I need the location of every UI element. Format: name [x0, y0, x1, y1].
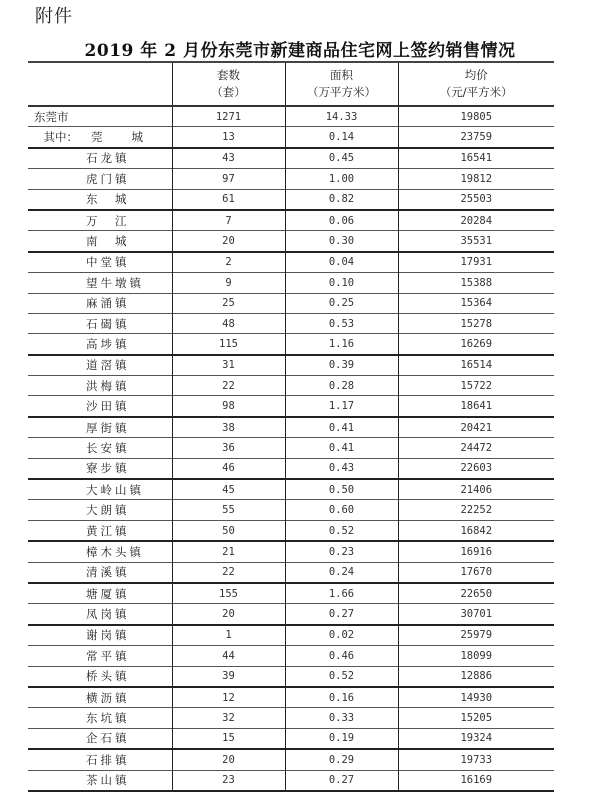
price-value: 20284: [398, 210, 554, 231]
region-label: 石排镇: [86, 752, 130, 767]
region-name: [28, 708, 172, 728]
area-value: 1.17: [285, 396, 398, 417]
region-label: 常平镇: [86, 648, 130, 663]
units-value: 48: [172, 313, 285, 333]
price-value: 15388: [398, 273, 554, 293]
region-name: [28, 562, 172, 583]
region-name: [28, 687, 172, 708]
region-name: [28, 169, 172, 189]
region-label: 长安镇: [86, 440, 130, 455]
area-value: 1.66: [285, 583, 398, 604]
area-value: 0.60: [285, 500, 398, 520]
subtotal-prefix: 其中：: [43, 130, 78, 145]
area-value: 0.04: [285, 252, 398, 273]
region-label: 莞 城: [91, 130, 145, 145]
units-value: 21: [172, 541, 285, 562]
region-name: [28, 417, 172, 438]
price-value: 17670: [398, 562, 554, 583]
region-name: [28, 293, 172, 313]
region-label: 大朗镇: [86, 503, 130, 518]
area-value: 0.41: [285, 417, 398, 438]
area-value: 0.39: [285, 355, 398, 376]
region-name: [28, 749, 172, 770]
region-label: 东 城: [86, 192, 130, 207]
units-value: 50: [172, 520, 285, 541]
region-name: [28, 273, 172, 293]
region-name: [28, 666, 172, 687]
price-value: 25979: [398, 625, 554, 646]
area-value: 0.46: [285, 646, 398, 666]
table-row: [28, 562, 554, 583]
units-value: 115: [172, 334, 285, 355]
area-value: 0.43: [285, 458, 398, 479]
region-name: [28, 355, 172, 376]
units-value: 36: [172, 438, 285, 458]
price-value: 25503: [398, 189, 554, 210]
units-value: 20: [172, 231, 285, 252]
region-name: 东莞市: [34, 109, 69, 124]
units-value: 20: [172, 749, 285, 770]
table-row: [28, 770, 554, 791]
units-value: 22: [172, 376, 285, 396]
table-row: [28, 376, 554, 396]
table-row: [28, 148, 554, 169]
header-price: 均价 （元/平方米）: [398, 62, 554, 106]
area-value: 0.33: [285, 708, 398, 728]
price-value: 35531: [398, 231, 554, 252]
region-name: [28, 604, 172, 625]
area-value: 0.27: [285, 770, 398, 791]
units-value: 155: [172, 583, 285, 604]
region-label: 茶山镇: [86, 773, 130, 788]
region-label: 寮步镇: [86, 461, 130, 476]
price-value: 19324: [398, 728, 554, 749]
header-units: 套数 （套）: [172, 62, 285, 106]
area-value: 0.41: [285, 438, 398, 458]
region-name: [28, 500, 172, 520]
table-row: [28, 458, 554, 479]
table-row: [28, 252, 554, 273]
table-row: [28, 438, 554, 458]
table-row: [28, 417, 554, 438]
region-label: 凤岗镇: [86, 607, 130, 622]
table-row: [28, 541, 554, 562]
price-value: 12886: [398, 666, 554, 687]
table-row: [28, 583, 554, 604]
units-value: 45: [172, 479, 285, 500]
units-value: 25: [172, 293, 285, 313]
region-name: [28, 646, 172, 666]
area-value: 1.00: [285, 169, 398, 189]
units-value: 22: [172, 562, 285, 583]
price-value: 16169: [398, 770, 554, 791]
region-name: [28, 189, 172, 210]
area-value: 0.52: [285, 666, 398, 687]
region-label: 樟木头镇: [86, 544, 144, 559]
units-value: 39: [172, 666, 285, 687]
units-value: 55: [172, 500, 285, 520]
units-value: 13: [172, 127, 285, 148]
units-value: 9: [172, 273, 285, 293]
region-label: 厚街镇: [86, 420, 130, 435]
units-value: 2: [172, 252, 285, 273]
table-row: [28, 708, 554, 728]
area-value: 0.16: [285, 687, 398, 708]
table-row: [28, 231, 554, 252]
table-row: [28, 520, 554, 541]
area-value: 0.23: [285, 541, 398, 562]
area-value: 0.50: [285, 479, 398, 500]
area-value: 0.45: [285, 148, 398, 169]
price-value: 22650: [398, 583, 554, 604]
area-value: 0.28: [285, 376, 398, 396]
region-label: 虎门镇: [86, 171, 130, 186]
region-label: 高埗镇: [86, 336, 130, 351]
price-value: 16541: [398, 148, 554, 169]
region-name: [28, 396, 172, 417]
region-label: 企石镇: [86, 731, 130, 746]
units-value: 32: [172, 708, 285, 728]
price-value: 22252: [398, 500, 554, 520]
region-label: 万 江: [86, 213, 130, 228]
region-label: 道滘镇: [86, 358, 130, 373]
area-value: 14.33: [285, 106, 398, 127]
region-label: 清溪镇: [86, 565, 130, 580]
units-value: 98: [172, 396, 285, 417]
units-value: 23: [172, 770, 285, 791]
region-name: [28, 148, 172, 169]
price-value: 19812: [398, 169, 554, 189]
region-label: 石龙镇: [86, 151, 130, 166]
price-value: 15278: [398, 313, 554, 333]
units-value: 61: [172, 189, 285, 210]
area-value: 0.06: [285, 210, 398, 231]
region-label: 塘厦镇: [86, 586, 130, 601]
units-value: 1271: [172, 106, 285, 127]
region-name: [28, 625, 172, 646]
units-value: 46: [172, 458, 285, 479]
table-row: [28, 313, 554, 333]
region-name: [28, 313, 172, 333]
price-value: 16842: [398, 520, 554, 541]
area-value: 0.53: [285, 313, 398, 333]
table-row: [28, 500, 554, 520]
region-label: 沙田镇: [86, 399, 130, 414]
region-name: [28, 479, 172, 500]
table-row-total: [28, 106, 554, 127]
area-value: 0.52: [285, 520, 398, 541]
price-value: 15205: [398, 708, 554, 728]
units-value: 97: [172, 169, 285, 189]
region-name: [28, 770, 172, 791]
region-name: [28, 231, 172, 252]
area-value: 1.16: [285, 334, 398, 355]
region-label: 中堂镇: [86, 255, 130, 270]
region-name: [28, 127, 172, 148]
units-value: 43: [172, 148, 285, 169]
table-row: [28, 646, 554, 666]
price-value: 22603: [398, 458, 554, 479]
header-area: 面积 （万平方米）: [285, 62, 398, 106]
price-value: 15722: [398, 376, 554, 396]
price-value: 17931: [398, 252, 554, 273]
region-name: [28, 376, 172, 396]
attachment-label: 附件: [35, 6, 73, 27]
price-value: 16269: [398, 334, 554, 355]
price-value: 21406: [398, 479, 554, 500]
table-row: [28, 396, 554, 417]
table-row: [28, 210, 554, 231]
region-name: [28, 210, 172, 231]
units-value: 20: [172, 604, 285, 625]
region-label: 南 城: [86, 234, 130, 249]
table-row: [28, 273, 554, 293]
table-row: [28, 293, 554, 313]
table-row: [28, 749, 554, 770]
table-row: [28, 355, 554, 376]
header-region: [28, 62, 172, 106]
area-value: 0.14: [285, 127, 398, 148]
area-value: 0.24: [285, 562, 398, 583]
table-row: [28, 479, 554, 500]
table-row: [28, 334, 554, 355]
table-row: [28, 728, 554, 749]
region-name: [28, 541, 172, 562]
table-row: [28, 625, 554, 646]
region-label: 麻涌镇: [86, 296, 130, 311]
price-value: 18641: [398, 396, 554, 417]
area-value: 0.27: [285, 604, 398, 625]
region-label: 横沥镇: [86, 690, 130, 705]
region-label: 黄江镇: [86, 523, 130, 538]
region-label: 东坑镇: [86, 711, 130, 726]
region-label: 桥头镇: [86, 669, 130, 684]
area-value: 0.25: [285, 293, 398, 313]
price-value: 30701: [398, 604, 554, 625]
region-name: [28, 438, 172, 458]
area-value: 0.30: [285, 231, 398, 252]
sales-table: [28, 61, 554, 792]
price-value: 19733: [398, 749, 554, 770]
region-name: [28, 520, 172, 541]
price-value: 16514: [398, 355, 554, 376]
area-value: 0.29: [285, 749, 398, 770]
price-value: 24472: [398, 438, 554, 458]
region-name: [28, 583, 172, 604]
region-name: [28, 334, 172, 355]
price-value: 15364: [398, 293, 554, 313]
price-value: 20421: [398, 417, 554, 438]
table-row: [28, 666, 554, 687]
region-label: 洪梅镇: [86, 378, 130, 393]
area-value: 0.02: [285, 625, 398, 646]
units-value: 44: [172, 646, 285, 666]
price-value: 16916: [398, 541, 554, 562]
region-label: 石碣镇: [86, 316, 130, 331]
price-value: 23759: [398, 127, 554, 148]
region-name: [28, 252, 172, 273]
units-value: 38: [172, 417, 285, 438]
table-row: [28, 604, 554, 625]
region-label: 大岭山镇: [86, 482, 144, 497]
units-value: 15: [172, 728, 285, 749]
units-value: 1: [172, 625, 285, 646]
price-value: 18099: [398, 646, 554, 666]
region-name: [28, 458, 172, 479]
area-value: 0.19: [285, 728, 398, 749]
area-value: 0.82: [285, 189, 398, 210]
table-header-row: [28, 62, 554, 106]
table-row: [28, 687, 554, 708]
region-label: 望牛墩镇: [86, 275, 144, 290]
price-value: 14930: [398, 687, 554, 708]
document-title: 2019 年 2 月份东莞市新建商品住宅网上签约销售情况: [84, 41, 516, 61]
table-row: [28, 169, 554, 189]
units-value: 7: [172, 210, 285, 231]
region-label: 谢岗镇: [86, 628, 130, 643]
units-value: 31: [172, 355, 285, 376]
units-value: 12: [172, 687, 285, 708]
region-name: [28, 728, 172, 749]
table-row: [28, 189, 554, 210]
price-value: 19805: [398, 106, 554, 127]
table-row: [28, 127, 554, 148]
area-value: 0.10: [285, 273, 398, 293]
